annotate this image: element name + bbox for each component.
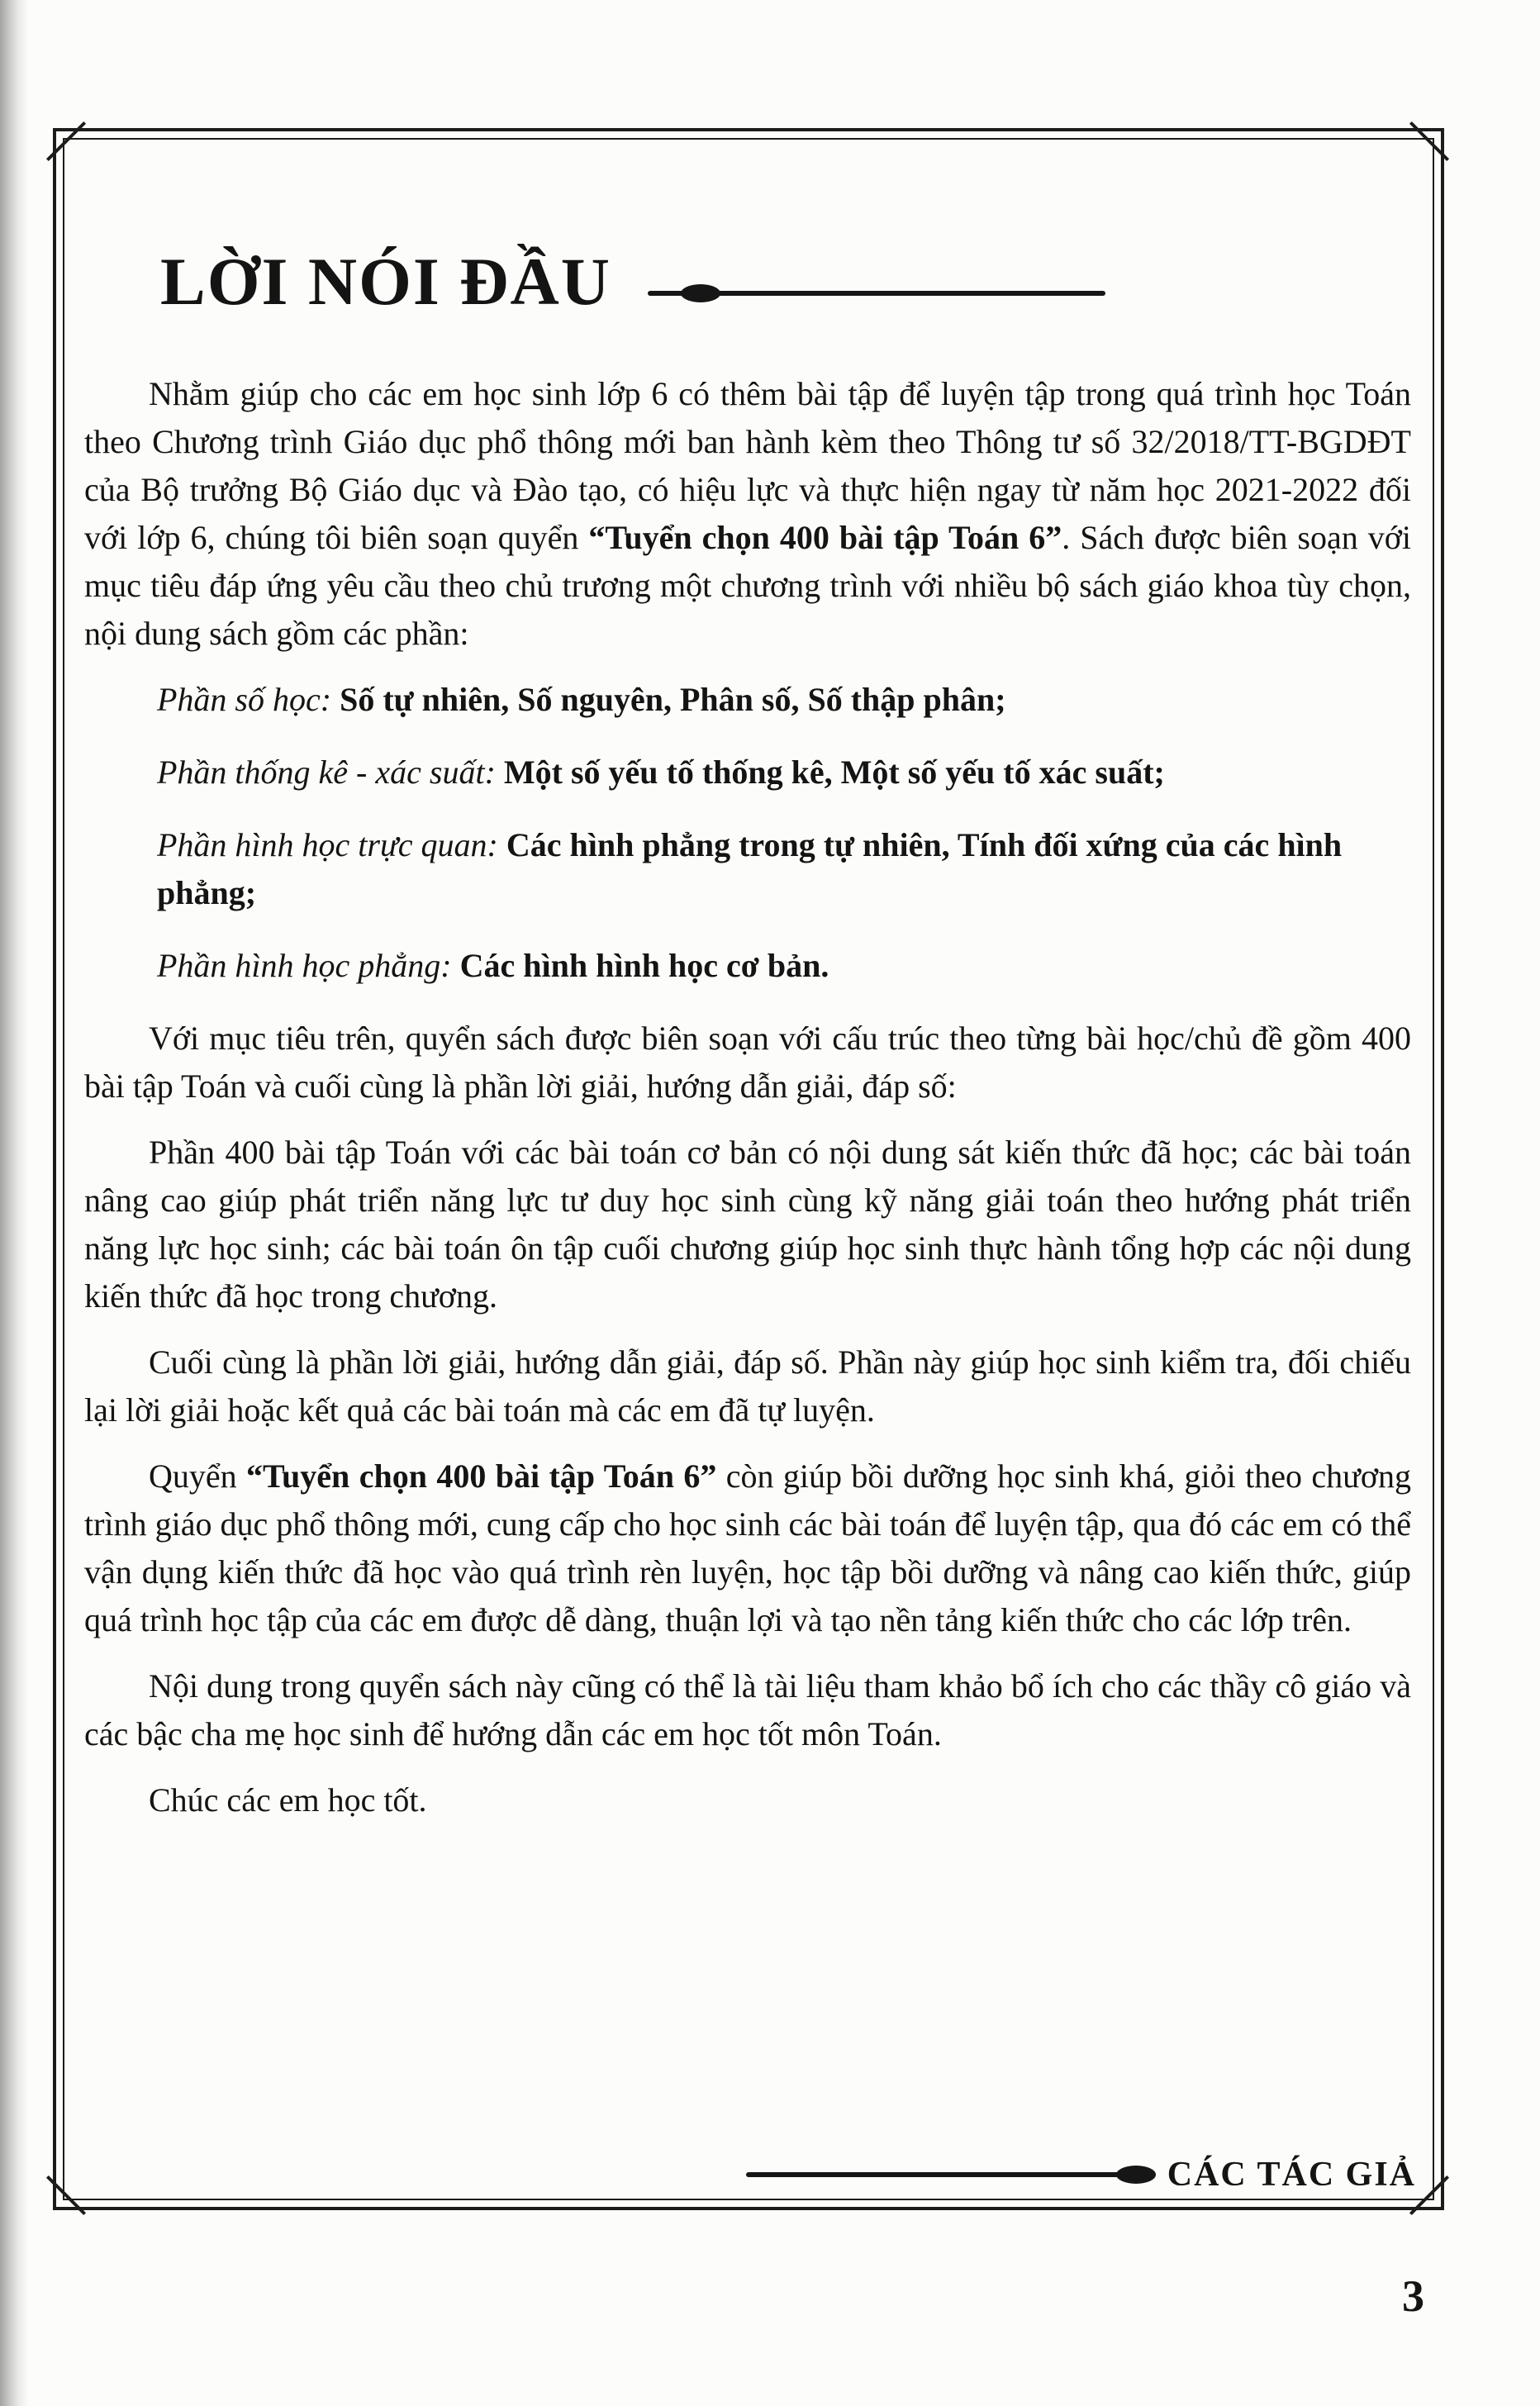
text-segment: Quyển <box>149 1457 247 1495</box>
binding-shadow <box>0 0 28 2406</box>
text-segment: Phần số học: <box>157 681 340 718</box>
paragraph <box>84 1776 1411 1824</box>
signature-row <box>746 2155 1416 2194</box>
text-segment: Phần 400 bài tập Toán với các bài toán cơ bản có nội dung sát kiến thức đã học; các bài toán nâng cao giúp phát triển năng lực tư duy học sinh cùng kỹ năng giải toán theo hướng phát triển năng lực học sinh; các bài toán ôn tập cuối chương giúp học sinh thực hành tổng hợp các nội dung kiến thức đã học trong chương. <box>84 1134 1411 1315</box>
text-segment: Chúc các em học tốt. <box>149 1781 427 1819</box>
title-rule-ornament <box>648 284 1105 302</box>
page-title: LỜI NÓI ĐẦU <box>160 244 611 319</box>
list-item <box>157 676 1411 724</box>
rule-segment <box>717 291 1105 296</box>
paragraph <box>84 1129 1411 1320</box>
list-item <box>157 821 1411 917</box>
paragraph <box>84 1339 1411 1434</box>
paragraph <box>84 1453 1411 1644</box>
text-segment: còn giúp bồi dưỡng học sinh khá, giỏi theo chương trình giáo dục phổ thông mới, cung cấp cho học sinh các bài toán để luyện tập, qua đó các em có thể vận dụng kiến thức đã học vào quá trình rèn luyện, học tập bồi dưỡng và nâng cao kiến thức, giúp quá trình học tập của các em được dễ dàng, thuận lợi và tạo nền tảng kiến thức cho các lớp trên. <box>84 1457 1411 1638</box>
text-segment: Phần hình học trực quan: <box>157 826 506 863</box>
signature-dot-icon <box>1116 2166 1156 2184</box>
text-segment: Với mục tiêu trên, quyển sách được biên soạn với cấu trúc theo từng bài học/chủ đề gồm 400 bài tập Toán và cuối cùng là phần lời giải, hướng dẫn giải, đáp số: <box>84 1020 1411 1105</box>
rule-dot-icon <box>681 284 720 302</box>
paragraphs <box>84 370 1411 1824</box>
list-item <box>157 749 1411 796</box>
signature-rule <box>746 2172 1119 2177</box>
paragraph <box>84 1662 1411 1758</box>
paragraph <box>84 370 1411 658</box>
text-segment: Một số yếu tố thống kê, Một số yếu tố xác suất; <box>503 754 1165 791</box>
paragraph <box>84 1015 1411 1110</box>
text-segment: Nội dung trong quyển sách này cũng có thể là tài liệu tham khảo bổ ích cho các thầy cô giáo và các bậc cha mẹ học sinh để hướng dẫn các em học tốt môn Toán. <box>84 1667 1411 1752</box>
text-segment: Cuối cùng là phần lời giải, hướng dẫn giải, đáp số. Phần này giúp học sinh kiểm tra, đối chiếu lại lời giải hoặc kết quả các bài toán mà các em đã tự luyện. <box>84 1343 1411 1429</box>
text-segment: “Tuyển chọn 400 bài tập Toán 6” <box>246 1457 717 1495</box>
text-segment: Số tự nhiên, Số nguyên, Phân số, Số thập phân; <box>340 681 1006 718</box>
text-segment: Phần hình học phẳng: <box>157 947 460 984</box>
list-item <box>157 942 1411 990</box>
text-segment: “Tuyển chọn 400 bài tập Toán 6” <box>588 519 1062 556</box>
text-segment: . Sách được biên soạn với mục tiêu đáp ứng yêu cầu theo chủ trương một chương trình với nhiều bộ sách giáo khoa tùy chọn, nội dung sách gồm các phần: <box>84 519 1412 652</box>
page-number: 3 <box>1402 2271 1424 2321</box>
rule-segment <box>648 291 684 296</box>
text-segment: Phần thống kê - xác suất: <box>157 754 504 791</box>
text-segment: Các hình phẳng trong tự nhiên, Tính đối xứng của các hình phẳng; <box>157 826 1343 911</box>
page-content <box>84 244 1412 1843</box>
text-segment: Các hình hình học cơ bản. <box>459 947 829 984</box>
text-segment: Nhằm giúp cho các em học sinh lớp 6 có thêm bài tập để luyện tập trong quá trình học Toán theo Chương trình Giáo dục phổ thông mới ban hành kèm theo Thông tư số 32/2018/TT-BGDĐT của Bộ trưởng Bộ Giáo dục và Đào tạo, có hiệu lực và thực hiện ngay từ năm học 2021-2022 đối với lớp 6, chúng tôi biên soạn quyển <box>84 375 1411 556</box>
signature-text: CÁC TÁC GIẢ <box>1167 2156 1416 2194</box>
title-row <box>160 244 1411 319</box>
